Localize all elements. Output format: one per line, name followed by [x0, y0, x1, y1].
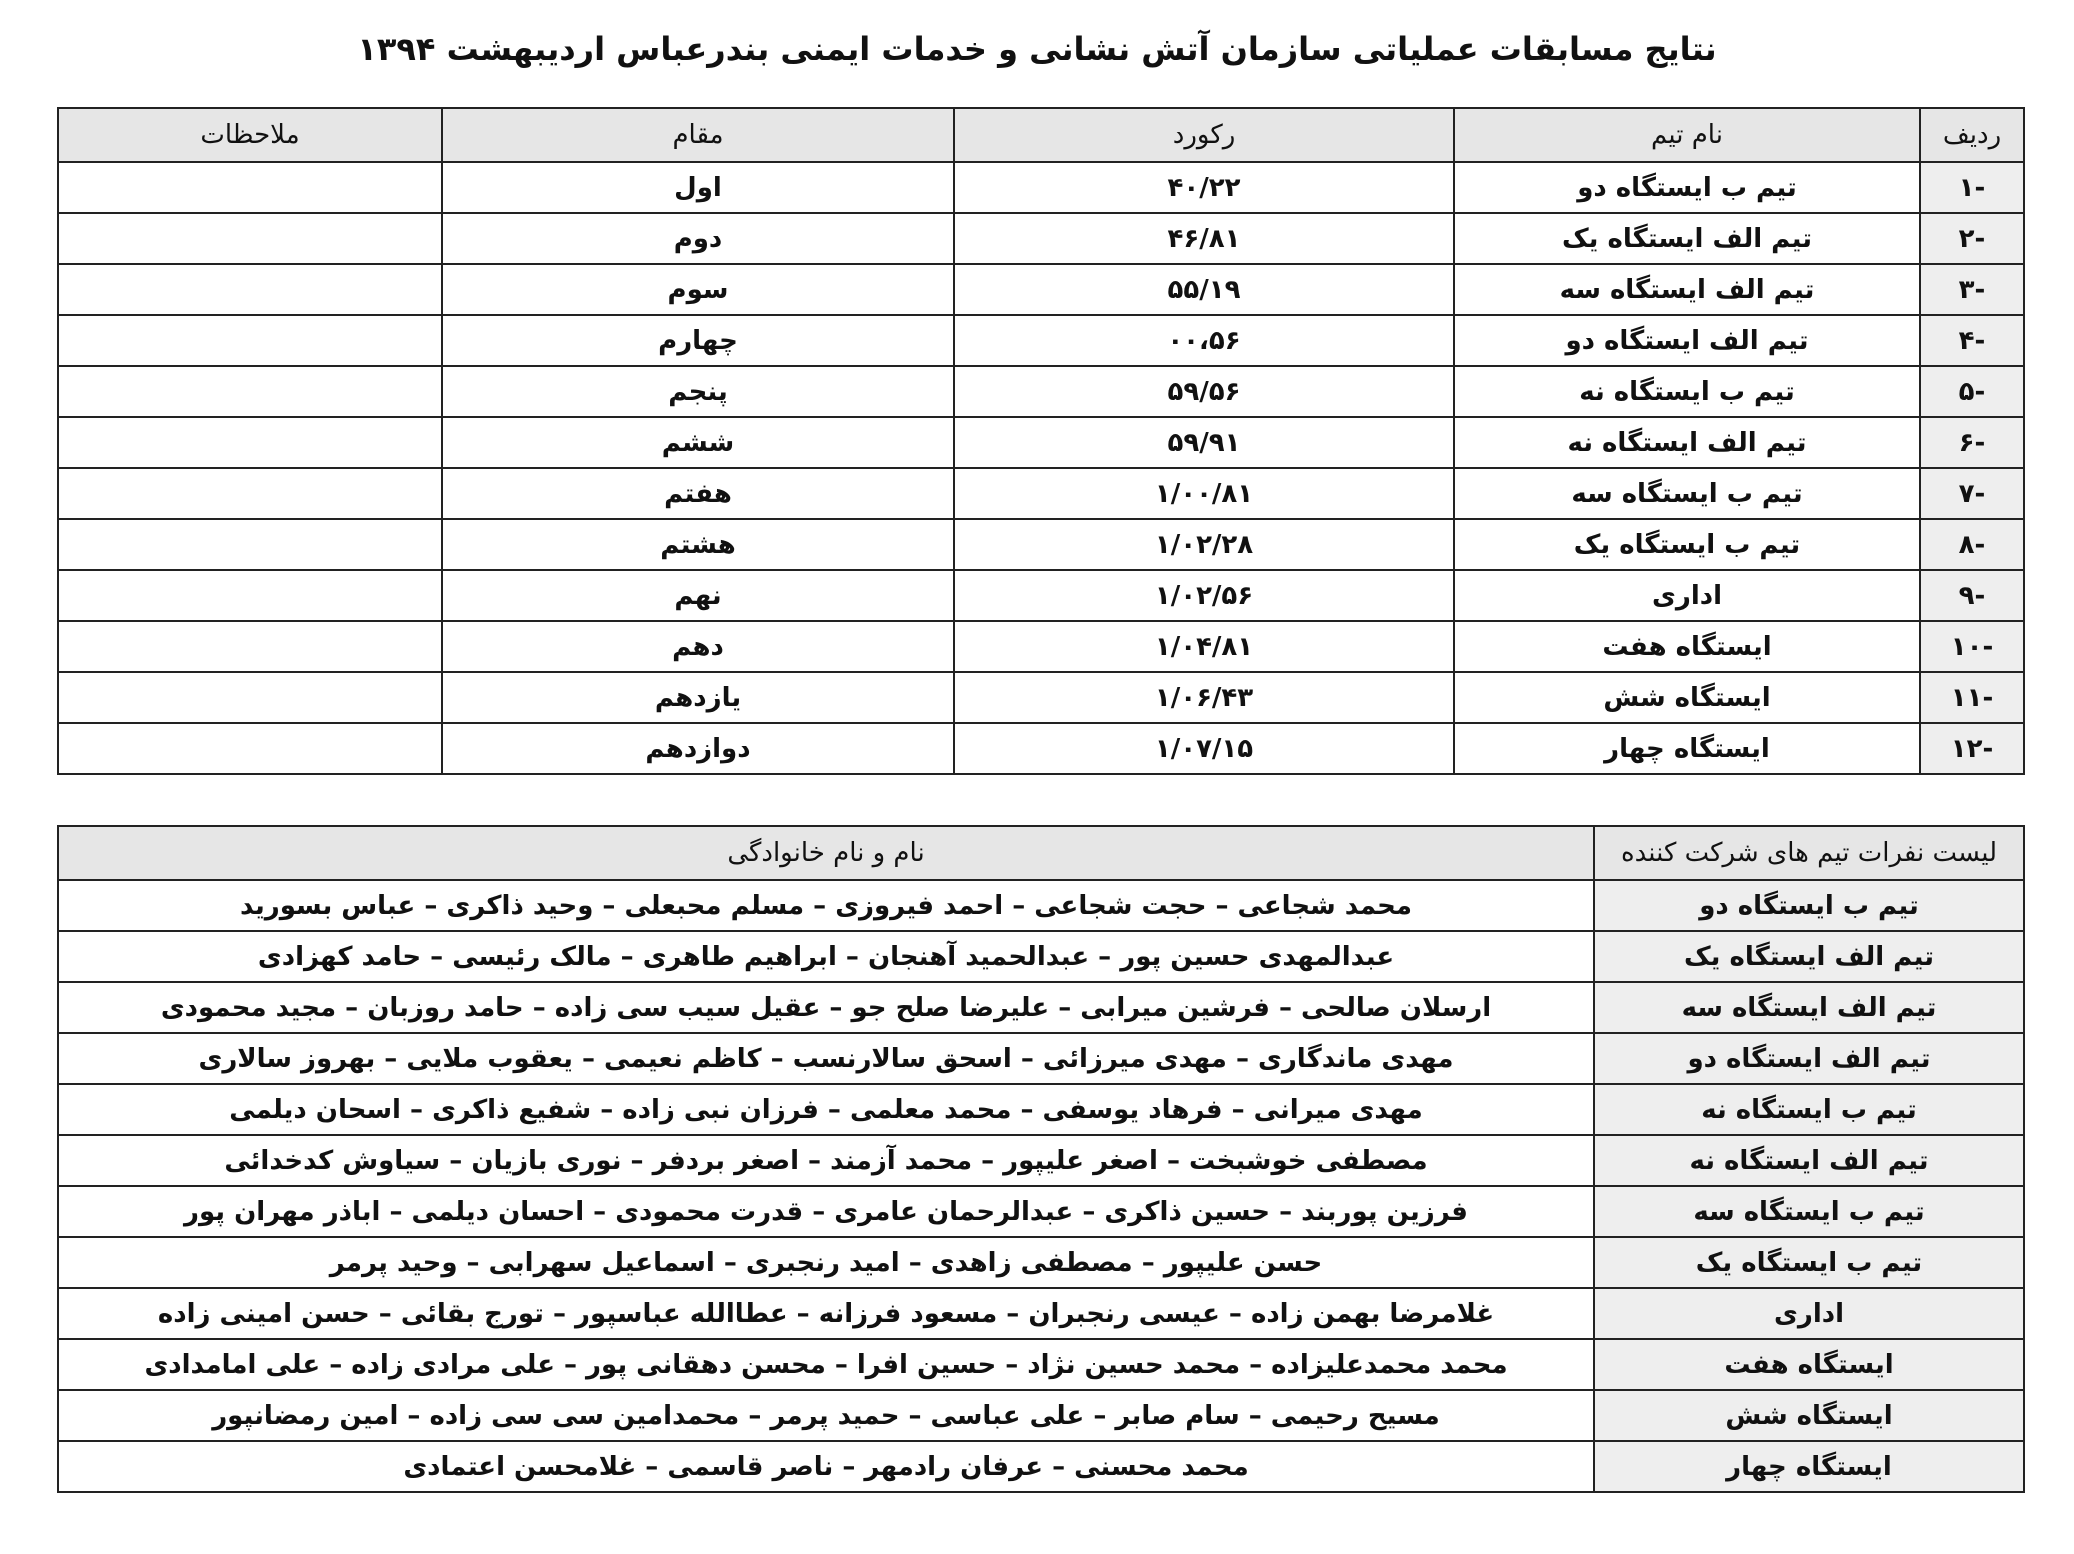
- member-names-cell: محمد محمدعلیزاده – محمد حسین نژاد – حسین افرا – محسن دهقانی پور – علی مرادی زاده – علی امامدادی: [58, 1339, 1594, 1390]
- notes-cell: [58, 672, 442, 723]
- team-name-cell: ایستگاه شش: [1454, 672, 1920, 723]
- header-record: رکورد: [954, 108, 1454, 162]
- record-cell: ۵۵/۱۹: [954, 264, 1454, 315]
- member-names-cell: مصطفی خوشبخت – اصغر علیپور – محمد آزمند – اصغر بردفر – نوری بازیان – سیاوش کدخدائی: [58, 1135, 1594, 1186]
- members-table: [57, 825, 2025, 1493]
- table-row: [58, 519, 2024, 570]
- record-cell: ۱/۰۴/۸۱: [954, 621, 1454, 672]
- row-number-cell: -۳: [1920, 264, 2024, 315]
- table-row: [58, 1288, 2024, 1339]
- rank-cell: سوم: [442, 264, 954, 315]
- team-name-cell: ایستگاه شش: [1594, 1390, 2024, 1441]
- table-row: [58, 264, 2024, 315]
- member-names-cell: حسن علیپور – مصطفی زاهدی – امید رنجبری – اسماعیل سهرابی – وحید پرمر: [58, 1237, 1594, 1288]
- notes-cell: [58, 315, 442, 366]
- table-row: [58, 1390, 2024, 1441]
- team-name-cell: تیم ب ایستگاه یک: [1454, 519, 1920, 570]
- member-names-cell: مهدی میرانی – فرهاد یوسفی – محمد معلمی – فرزان نبی زاده – شفیع ذاکری – اسحان دیلمی: [58, 1084, 1594, 1135]
- row-number-cell: -۴: [1920, 315, 2024, 366]
- row-number-cell: -۱: [1920, 162, 2024, 213]
- rank-cell: نهم: [442, 570, 954, 621]
- header-row-number: ردیف: [1920, 108, 2024, 162]
- rank-cell: پنجم: [442, 366, 954, 417]
- team-name-cell: تیم ب ایستگاه نه: [1454, 366, 1920, 417]
- header-rank: مقام: [442, 108, 954, 162]
- team-name-cell: تیم ب ایستگاه یک: [1594, 1237, 2024, 1288]
- team-name-cell: اداری: [1594, 1288, 2024, 1339]
- table-row: [58, 162, 2024, 213]
- table-row: [58, 213, 2024, 264]
- rank-cell: هفتم: [442, 468, 954, 519]
- table-row: [58, 1441, 2024, 1492]
- page-title: نتایج مسابقات عملیاتی سازمان آتش نشانی و خدمات ایمنی بندرعباس اردیبهشت ۱۳۹۴: [357, 30, 1717, 68]
- header-full-names: نام و نام خانوادگی: [58, 826, 1594, 880]
- member-names-cell: مهدی ماندگاری – مهدی میرزائی – اسحق سالارنسب – کاظم نعیمی – یعقوب ملایی – بهروز سالاری: [58, 1033, 1594, 1084]
- team-name-cell: اداری: [1454, 570, 1920, 621]
- team-name-cell: تیم الف ایستگاه سه: [1454, 264, 1920, 315]
- member-names-cell: فرزین پوربند – حسین ذاکری – عبدالرحمان عامری – قدرت محمودی – احسان دیلمی – اباذر مهران پور: [58, 1186, 1594, 1237]
- team-name-cell: ایستگاه هفت: [1594, 1339, 2024, 1390]
- table-row: [58, 880, 2024, 931]
- record-cell: ۱/۰۷/۱۵: [954, 723, 1454, 774]
- record-cell: ۰۰،۵۶: [954, 315, 1454, 366]
- row-number-cell: -۷: [1920, 468, 2024, 519]
- team-name-cell: تیم ب ایستگاه سه: [1594, 1186, 2024, 1237]
- table-row: [58, 1237, 2024, 1288]
- rank-cell: چهارم: [442, 315, 954, 366]
- notes-cell: [58, 621, 442, 672]
- row-number-cell: -۱۰: [1920, 621, 2024, 672]
- table-row: [58, 1135, 2024, 1186]
- table-row: [58, 1339, 2024, 1390]
- team-name-cell: ایستگاه چهار: [1454, 723, 1920, 774]
- rank-cell: ششم: [442, 417, 954, 468]
- table-row: [58, 982, 2024, 1033]
- table-row: [58, 468, 2024, 519]
- record-cell: ۱/۰۲/۵۶: [954, 570, 1454, 621]
- team-name-cell: ایستگاه چهار: [1594, 1441, 2024, 1492]
- team-name-cell: تیم ب ایستگاه سه: [1454, 468, 1920, 519]
- table-row: [58, 621, 2024, 672]
- row-number-cell: -۱۱: [1920, 672, 2024, 723]
- table-row: [58, 366, 2024, 417]
- table-row: [58, 1033, 2024, 1084]
- team-name-cell: تیم الف ایستگاه دو: [1454, 315, 1920, 366]
- table-row: [58, 931, 2024, 982]
- table-row: [58, 570, 2024, 621]
- rank-cell: دوم: [442, 213, 954, 264]
- rank-cell: دوازدهم: [442, 723, 954, 774]
- row-number-cell: -۱۲: [1920, 723, 2024, 774]
- team-name-cell: تیم الف ایستگاه یک: [1594, 931, 2024, 982]
- record-cell: ۵۹/۵۶: [954, 366, 1454, 417]
- table-row: [58, 417, 2024, 468]
- table-row: [58, 672, 2024, 723]
- record-cell: ۱/۰۰/۸۱: [954, 468, 1454, 519]
- team-name-cell: ایستگاه هفت: [1454, 621, 1920, 672]
- member-names-cell: مسیح رحیمی – سام صابر – علی عباسی – حمید پرمر – محمدامین سی سی زاده – امین رمضانپور: [58, 1390, 1594, 1441]
- notes-cell: [58, 162, 442, 213]
- team-name-cell: تیم الف ایستگاه یک: [1454, 213, 1920, 264]
- results-table: [57, 107, 2025, 775]
- row-number-cell: -۸: [1920, 519, 2024, 570]
- record-cell: ۵۹/۹۱: [954, 417, 1454, 468]
- member-names-cell: محمد محسنی – عرفان رادمهر – ناصر قاسمی – غلامحسن اعتمادی: [58, 1441, 1594, 1492]
- rank-cell: اول: [442, 162, 954, 213]
- notes-cell: [58, 519, 442, 570]
- team-name-cell: تیم ب ایستگاه دو: [1594, 880, 2024, 931]
- record-cell: ۴۶/۸۱: [954, 213, 1454, 264]
- rank-cell: یازدهم: [442, 672, 954, 723]
- header-notes: ملاحظات: [58, 108, 442, 162]
- rank-cell: هشتم: [442, 519, 954, 570]
- notes-cell: [58, 570, 442, 621]
- row-number-cell: -۲: [1920, 213, 2024, 264]
- member-names-cell: غلامرضا بهمن زاده – عیسی رنجبران – مسعود فرزانه – عطاالله عباسپور – تورج بقائی – حسن امینی زاده: [58, 1288, 1594, 1339]
- notes-cell: [58, 264, 442, 315]
- rank-cell: دهم: [442, 621, 954, 672]
- member-names-cell: ارسلان صالحی – فرشین میرابی – علیرضا صلح جو – عقیل سیب سی زاده – حامد روزبان – مجید محمودی: [58, 982, 1594, 1033]
- team-name-cell: تیم الف ایستگاه نه: [1454, 417, 1920, 468]
- record-cell: ۱/۰۶/۴۳: [954, 672, 1454, 723]
- members-header-row: [58, 826, 2024, 880]
- record-cell: ۱/۰۲/۲۸: [954, 519, 1454, 570]
- table-row: [58, 723, 2024, 774]
- header-team-list: لیست نفرات تیم های شرکت کننده: [1594, 826, 2024, 880]
- header-team-name: نام تیم: [1454, 108, 1920, 162]
- team-name-cell: تیم ب ایستگاه نه: [1594, 1084, 2024, 1135]
- notes-cell: [58, 468, 442, 519]
- member-names-cell: عبدالمهدی حسین پور – عبدالحمید آهنجان – ابراهیم طاهری – مالک رئیسی – حامد کهزادی: [58, 931, 1594, 982]
- record-cell: ۴۰/۲۲: [954, 162, 1454, 213]
- table-row: [58, 1084, 2024, 1135]
- member-names-cell: محمد شجاعی – حجت شجاعی – احمد فیروزی – مسلم محبعلی – وحید ذاکری – عباس بسورید: [58, 880, 1594, 931]
- team-name-cell: تیم الف ایستگاه نه: [1594, 1135, 2024, 1186]
- row-number-cell: -۵: [1920, 366, 2024, 417]
- notes-cell: [58, 366, 442, 417]
- notes-cell: [58, 417, 442, 468]
- row-number-cell: -۹: [1920, 570, 2024, 621]
- row-number-cell: -۶: [1920, 417, 2024, 468]
- team-name-cell: تیم الف ایستگاه دو: [1594, 1033, 2024, 1084]
- notes-cell: [58, 723, 442, 774]
- notes-cell: [58, 213, 442, 264]
- results-header-row: [58, 108, 2024, 162]
- team-name-cell: تیم الف ایستگاه سه: [1594, 982, 2024, 1033]
- table-row: [58, 315, 2024, 366]
- team-name-cell: تیم ب ایستگاه دو: [1454, 162, 1920, 213]
- table-row: [58, 1186, 2024, 1237]
